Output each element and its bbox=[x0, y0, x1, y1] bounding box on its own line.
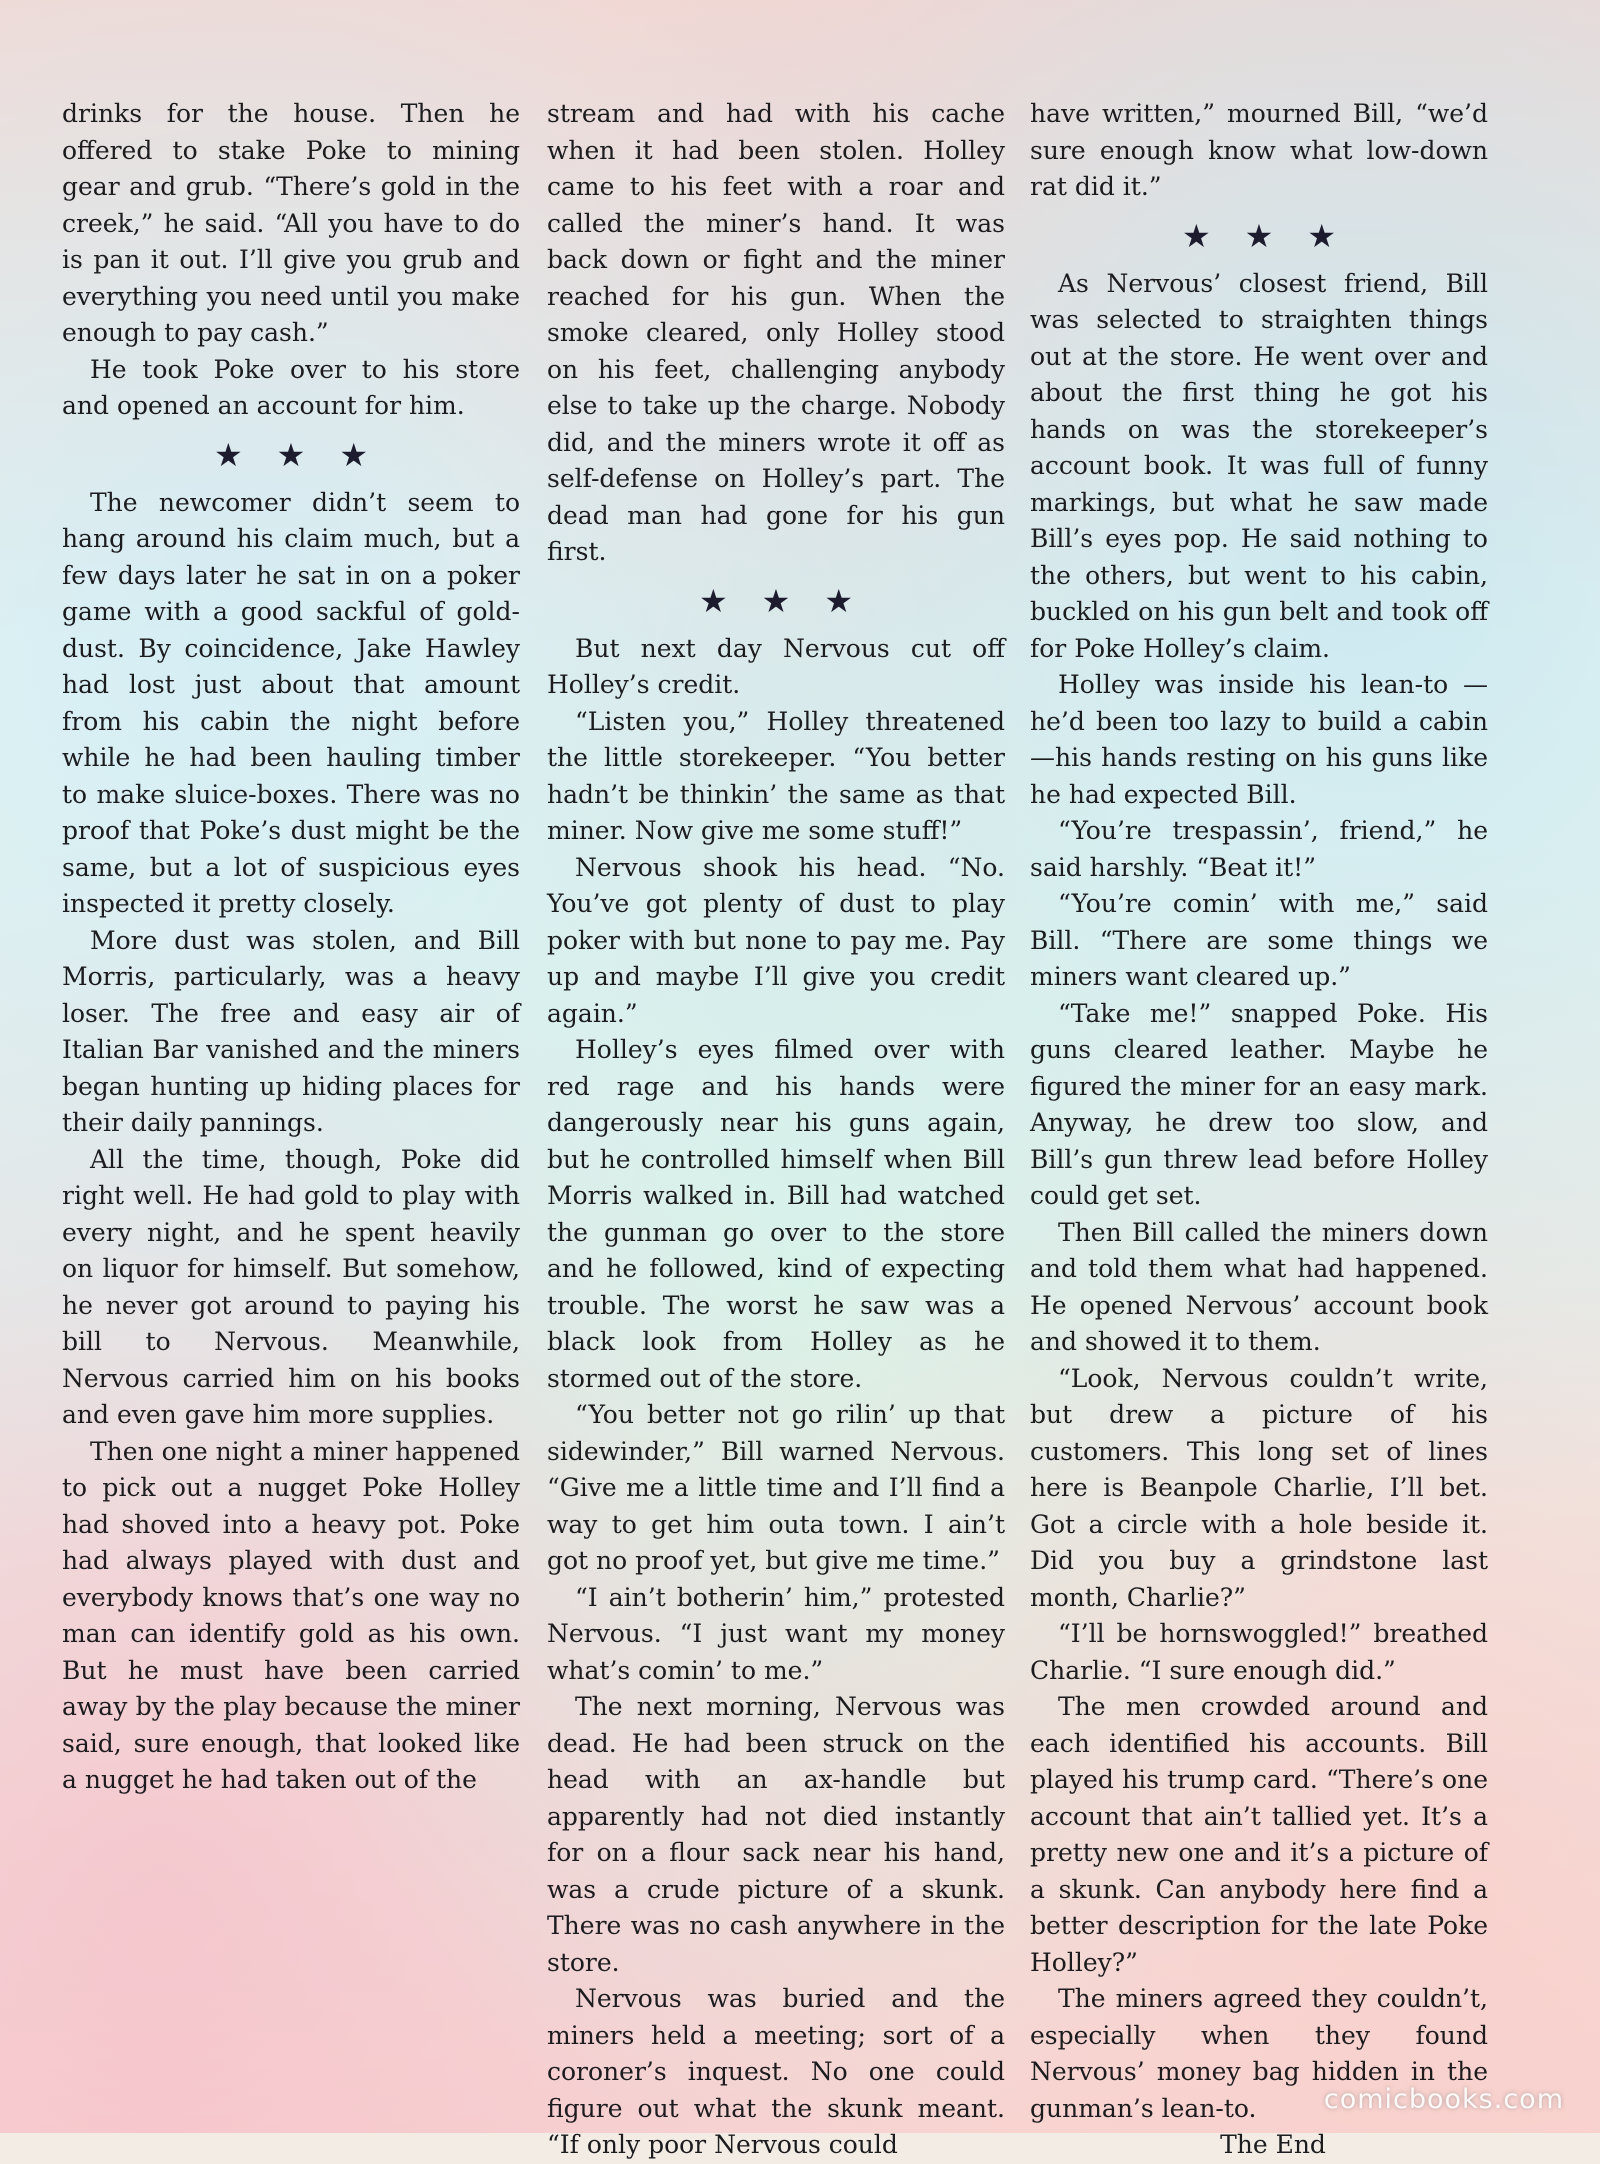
story-paragraph: The men crowded around and each identified his accounts. Bill played his trump card. “There’s one account that ain’t tallied yet. It’s a pretty new one and it’s a picture of a skunk. Can anybody here find a better description for the late Poke Holley?” bbox=[1030, 1692, 1488, 1977]
story-paragraph: Holley was inside his lean-to —he’d been too lazy to build a cabin—his hands resting on his guns like he had expected Bill. bbox=[1030, 670, 1488, 809]
story-paragraph: have written,” mourned Bill, “we’d sure enough know what low-down rat did it.” bbox=[1030, 99, 1488, 201]
story-paragraph: Then one night a miner happened to pick out a nugget Poke Holley had shoved into a heavy pot. Poke had always played with dust and everybody knows that’s one way no man can identify gold as his own. But he must have been carried away by the play because the miner said, sure enough, that looked like a nugget he had taken out of the bbox=[62, 1436, 520, 1794]
story-paragraph: “You’re trespassin’, friend,” he said harshly. “Beat it!” bbox=[1030, 816, 1488, 882]
section-break-stars: ★★★ bbox=[698, 581, 888, 620]
story-paragraph: “Look, Nervous couldn’t write, but drew a picture of his customers. This long set of lines here is Beanpole Charlie, I’ll bet. Got a circle with a hole beside it. Did you buy a grindstone last month, Charlie?” bbox=[1030, 1363, 1488, 1612]
story-paragraph: stream and had with his cache when it had been stolen. Holley came to his feet with a roar and called the miner’s hand. It was back down or fight and the miner reached for his gun. When the smoke cleared, only Holley stood on his feet, challenging anybody else to take up the charge. Nobody did, and the miners wrote it off as self-defense on Holley’s part. The dead man had gone for his gun first. bbox=[547, 99, 1005, 566]
story-paragraph: The newcomer didn’t seem to hang around his claim much, but a few days later he sat in on a poker game with a good sackful of gold-dust. By coincidence, Jake Hawley had lost just about that amount from his cabin the night before while he had been hauling timber to make sluice-boxes. There was no proof that Poke’s dust might be the same, but a lot of suspicious eyes inspected it pretty closely. bbox=[62, 487, 520, 918]
section-break-stars: ★★★ bbox=[213, 435, 403, 474]
story-paragraph: Nervous shook his head. “No. You’ve got plenty of dust to play poker with but none to pay me. Pay up and maybe I’ll give you credit again.” bbox=[547, 852, 1005, 1028]
story-paragraph: The next morning, Nervous was dead. He had been struck on the head with an ax-handle but apparently had not died instantly for on a flour sack near his hand, was a crude picture of a skunk. There was no cash anywhere in the store. bbox=[547, 1692, 1005, 1977]
story-paragraph: But next day Nervous cut off Holley’s credit. bbox=[547, 633, 1005, 699]
story-paragraph: “You better not go rilin’ up that sidewinder,” Bill warned Nervous. “Give me a little time and I’ll find a way to get him outa town. I ain’t got no proof yet, but give me time.” bbox=[547, 1400, 1005, 1575]
story-paragraph: “You’re comin’ with me,” said Bill. “There are some things we miners want cleared up.” bbox=[1030, 889, 1488, 991]
story-paragraph: As Nervous’ closest friend, Bill was selected to straighten things out at the store. He went over and about the first thing he got his hands on was the storekeeper’s account book. It was full of funny markings, but what he saw made Bill’s eyes pop. He said nothing to the others, but went to his cabin, buckled on his gun belt and took off for Poke Holley’s claim. bbox=[1030, 268, 1488, 663]
the-end-label: The End bbox=[1220, 2130, 1326, 2159]
text-column-3 bbox=[1030, 96, 1488, 2164]
story-paragraph: drinks for the house. Then he offered to stake Poke to mining gear and grub. “There’s gold in the creek,” he said. “All you have to do is pan it out. I’ll give you grub and everything you need until you make enough to pay cash.” bbox=[62, 99, 520, 347]
story-paragraph: Holley’s eyes filmed over with red rage and his hands were dangerously near his guns again, but he controlled himself when Bill Morris walked in. Bill had watched the gunman go over to the store and he followed, kind of expecting trouble. The worst he saw was a black look from Holley as he stormed out of the store. bbox=[547, 1035, 1005, 1393]
story-paragraph: The miners agreed they couldn’t, especially when they found Nervous’ money bag hidden in the gunman’s lean-to. bbox=[1030, 1984, 1488, 2123]
section-break-stars: ★★★ bbox=[1181, 216, 1371, 255]
story-paragraph: More dust was stolen, and Bill Morris, particularly, was a heavy loser. The free and easy air of Italian Bar vanished and the miners began hunting up hiding places for their daily pannings. bbox=[62, 925, 520, 1137]
story-paragraph: All the time, though, Poke did right well. He had gold to play with every night, and he spent heavily on liquor for himself. But somehow, he never got around to paying his bill to Nervous. Meanwhile, Nervous carried him on his books and even gave him more supplies. bbox=[62, 1144, 520, 1429]
text-column-2 bbox=[547, 96, 1005, 2164]
story-paragraph: He took Poke over to his store and opened an account for him. bbox=[62, 354, 520, 420]
text-column-1 bbox=[62, 96, 520, 1799]
story-paragraph: Then Bill called the miners down and told them what had happened. He opened Nervous’ account book and showed it to them. bbox=[1030, 1217, 1488, 1356]
story-paragraph: “I’ll be hornswoggled!” breathed Charlie. “I sure enough did.” bbox=[1030, 1619, 1488, 1685]
site-watermark: comicbooks.com bbox=[1323, 2084, 1564, 2115]
story-paragraph: “Listen you,” Holley threatened the little storekeeper. “You better hadn’t be thinkin’ the same as that miner. Now give me some stuff!” bbox=[547, 706, 1005, 845]
story-paragraph: Nervous was buried and the miners held a meeting; sort of a coroner’s inquest. No one could figure out what the skunk meant. “If only poor Nervous could bbox=[547, 1984, 1005, 2159]
story-paragraph: “Take me!” snapped Poke. His guns cleared leather. Maybe he figured the miner for an easy mark. Anyway, he drew too slow, and Bill’s gun threw lead before Holley could get set. bbox=[1030, 998, 1488, 1210]
story-paragraph: “I ain’t botherin’ him,” protested Nervous. “I just want my money what’s comin’ to me.” bbox=[547, 1582, 1005, 1685]
